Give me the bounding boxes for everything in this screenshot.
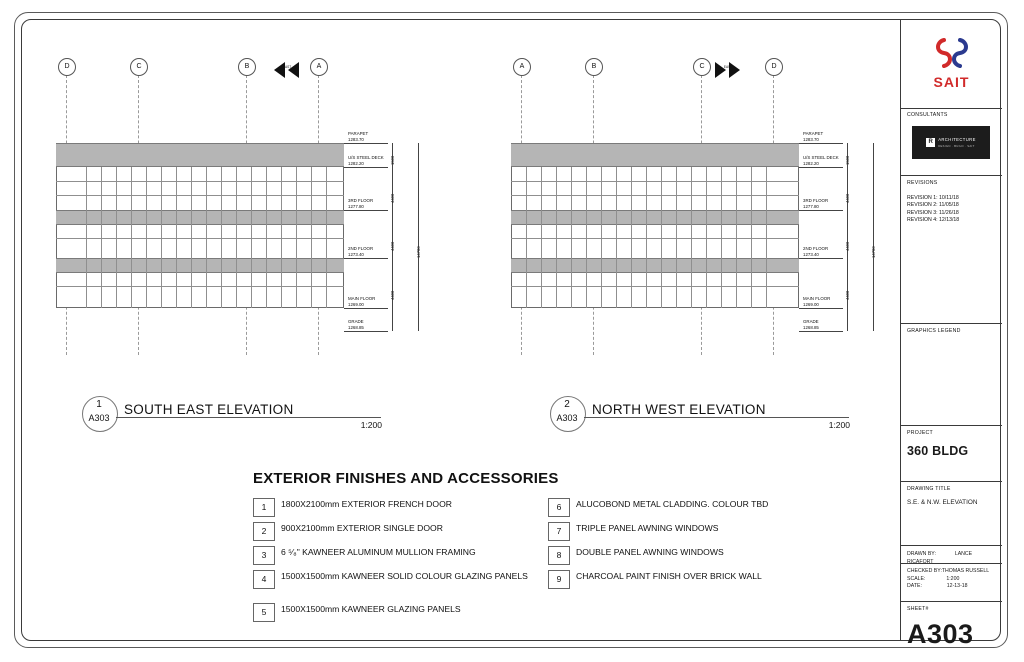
level-name: MAIN FLOOR: [803, 296, 831, 301]
title-rule: [584, 417, 849, 418]
sait-logo-text: SAIT: [933, 73, 970, 90]
legend-number: 4: [253, 570, 275, 589]
second-floor-band: [511, 258, 799, 273]
level-name: 2ND FLOOR: [803, 246, 829, 251]
parapet-band: [511, 143, 799, 167]
legend-number: 2: [253, 522, 275, 541]
consultants-label: CONSULTANTS: [907, 112, 948, 118]
facade-mullion: [251, 167, 252, 308]
drawn-by-cell: [901, 546, 1002, 564]
level-line-2nd-floor: [344, 258, 388, 259]
facade-horizontal-line: [511, 195, 799, 196]
revision-entry: REVISION 3: 11/26/18: [907, 209, 959, 216]
facade-horizontal-line: [56, 286, 344, 287]
grid-bubble-c: C: [130, 58, 148, 76]
drawing-title-text: S.E. & N.W. ELEVATION: [907, 498, 978, 506]
level-elevation: 1268.85: [803, 324, 819, 330]
revisions-label: REVISIONS: [907, 180, 938, 186]
scale-value: 1:200: [946, 575, 960, 582]
level-line-2nd-floor: [799, 258, 843, 259]
legend-item: [548, 498, 828, 522]
level-elevation: 1283.70: [348, 136, 364, 142]
facade-mullion: [691, 167, 692, 308]
grid-bubble-d: D: [765, 58, 783, 76]
facade-mullion: [586, 167, 587, 308]
facade-mullion: [526, 167, 527, 308]
facade-mullion: [571, 167, 572, 308]
revision-entry: REVISION 1: 10/11/18: [907, 194, 959, 201]
drawing-title-north-west: [550, 396, 850, 436]
level-elevation: 1277.80: [803, 203, 819, 209]
drawn-by-label: DRAWN BY:: [907, 551, 936, 557]
facade-mullion: [676, 167, 677, 308]
dimension-4400-b: 4400: [390, 241, 395, 251]
dimension-chain-line: [847, 143, 848, 331]
level-line-main-floor: [344, 308, 388, 309]
legend-description: CHARCOAL PAINT FINISH OVER BRICK WALL: [576, 571, 762, 581]
level-name: MAIN FLOOR: [348, 296, 376, 301]
scale-row: [907, 576, 996, 584]
facade-mullion: [766, 167, 767, 308]
date-row: [907, 583, 996, 591]
level-label-grade: [803, 319, 819, 330]
dimension-overall: 14700: [416, 246, 421, 258]
level-line-parapet: [344, 143, 388, 144]
facade-horizontal-line: [511, 238, 799, 239]
legend-item: [253, 570, 533, 594]
level-elevation: 1282.20: [348, 160, 364, 166]
svg-text:EAST: EAST: [723, 65, 733, 69]
facade-mullion: [266, 167, 267, 308]
graphics-legend-cell: [901, 324, 1002, 426]
level-name: PARAPET: [348, 131, 369, 136]
dimension-4400-a: 4400: [390, 193, 395, 203]
legend-description: 1800X2100mm EXTERIOR FRENCH DOOR: [281, 499, 452, 509]
building-envelope: [56, 143, 344, 308]
level-elevation: 1273.40: [803, 251, 819, 257]
legend-item: [253, 522, 533, 546]
legend-number: 3: [253, 546, 275, 565]
facade-mullion: [706, 167, 707, 308]
facade-horizontal-line: [511, 181, 799, 182]
checked-by-row: CHECKED BY:THOMAS RUSSELL: [907, 568, 990, 574]
dimension-4400-a: 4400: [845, 193, 850, 203]
project-name: 360 BLDG: [907, 443, 969, 458]
title-rule: [116, 417, 381, 418]
level-line-3rd-floor: [799, 210, 843, 211]
facade-mullion: [311, 167, 312, 308]
facade-mullion: [206, 167, 207, 308]
sheet-number: A303: [907, 618, 974, 649]
sheet-number-cell: [901, 602, 1002, 660]
facade-mullion: [601, 167, 602, 308]
consultants-cell: [901, 108, 1002, 176]
level-name: 3RD FLOOR: [348, 198, 374, 203]
level-elevation: 1283.70: [803, 136, 819, 142]
revision-entry: REVISION 4: 12/13/18: [907, 217, 960, 224]
level-label-main-floor: [803, 296, 830, 307]
dimension-4400-c: 4400: [845, 290, 850, 300]
building-envelope: [511, 143, 799, 308]
level-label-steel-deck: [348, 155, 384, 166]
level-line-grade: [344, 331, 388, 332]
drawing-title-south-east: [82, 396, 382, 436]
detail-number: 1: [96, 399, 102, 410]
legend-number: 8: [548, 546, 570, 565]
dimension-1500: 1500: [390, 155, 395, 165]
facade-mullion: [236, 167, 237, 308]
legend-item: [548, 546, 828, 570]
legend-title: EXTERIOR FINISHES AND ACCESSORIES: [253, 470, 559, 487]
facade-horizontal-line: [56, 181, 344, 182]
legend-item: [548, 522, 828, 546]
legend-column-right: [548, 498, 828, 594]
facade-mullion: [736, 167, 737, 308]
facade-mullion: [116, 167, 117, 308]
grid-bubble-a: A: [310, 58, 328, 76]
drawing-name: NORTH WEST ELEVATION: [592, 402, 766, 417]
facade-mullion: [86, 167, 87, 308]
legend-description: DOUBLE PANEL AWNING WINDOWS: [576, 547, 724, 557]
facade-mullion: [161, 167, 162, 308]
legend-item: [548, 570, 828, 594]
consultant-name: ARCHITECTURE: [938, 137, 976, 143]
facade-horizontal-line: [511, 286, 799, 287]
legend-description: TRIPLE PANEL AWNING WINDOWS: [576, 523, 719, 533]
grid-bubble-b: B: [238, 58, 256, 76]
facade-mullion: [661, 167, 662, 308]
level-name: GRADE: [348, 319, 364, 324]
dimension-4400-b: 4400: [845, 241, 850, 251]
third-floor-band: [511, 210, 799, 225]
facade-mullion: [556, 167, 557, 308]
level-elevation: 1268.85: [348, 324, 364, 330]
facade-mullion: [296, 167, 297, 308]
drawn-by-value: LANCE RICAFORT: [907, 551, 973, 565]
level-label-grade: [348, 319, 364, 330]
checked-scale-date-cell: [901, 564, 1002, 602]
facade-mullion: [646, 167, 647, 308]
facade-mullion: [191, 167, 192, 308]
dimension-1500: 1500: [845, 155, 850, 165]
facade-mullion: [751, 167, 752, 308]
legend-number: 9: [548, 570, 570, 589]
level-line-grade: [799, 331, 843, 332]
dimension-overall: 14700: [871, 246, 876, 258]
sheet-number-label: SHEET#: [907, 606, 929, 612]
third-floor-band: [56, 210, 344, 225]
level-name: GRADE: [803, 319, 819, 324]
drawing-title-label: DRAWING TITLE: [907, 486, 951, 492]
parapet-band: [56, 143, 344, 167]
consultant-logo: [912, 126, 990, 159]
level-label-main-floor: [348, 296, 375, 307]
facade-mullion: [221, 167, 222, 308]
legend-item: [253, 603, 533, 627]
level-line-steel-deck: [344, 167, 388, 168]
legend-number: 5: [253, 603, 275, 622]
north-west-elevation-drawing: [495, 55, 915, 355]
level-elevation: 1277.80: [348, 203, 364, 209]
level-line-3rd-floor: [344, 210, 388, 211]
legend-number: 6: [548, 498, 570, 517]
graphics-legend-label: GRAPHICS LEGEND: [907, 328, 961, 334]
south-east-elevation-drawing: [40, 55, 460, 355]
legend-number: 1: [253, 498, 275, 517]
legend-column-left: [253, 498, 533, 627]
level-elevation: 1269.00: [803, 301, 819, 307]
grid-bubble-b: B: [585, 58, 603, 76]
legend-description: 6 ⁵⁄₈" KAWNEER ALUMINUM MULLION FRAMING: [281, 547, 476, 557]
facade-mullion: [146, 167, 147, 308]
grid-bubble-d: D: [58, 58, 76, 76]
dimension-overall-line: [418, 143, 419, 331]
facade-mullion: [721, 167, 722, 308]
level-label-parapet: [348, 131, 368, 142]
revisions-cell: [901, 176, 1002, 324]
detail-sheet-ref: A303: [556, 413, 578, 423]
consultant-subtitle: DESIGN · BUILD · SAIT: [938, 143, 975, 148]
date-label: DATE:: [907, 583, 922, 590]
legend-description: 1500X1500mm KAWNEER GLAZING PANELS: [281, 604, 461, 614]
level-name: 2ND FLOOR: [348, 246, 374, 251]
legend-item: [253, 546, 533, 570]
facade-mullion: [101, 167, 102, 308]
level-line-steel-deck: [799, 167, 843, 168]
sait-logo-icon: [932, 36, 972, 70]
level-label-2nd-floor: [803, 246, 828, 257]
level-label-steel-deck: [803, 155, 839, 166]
facade-mullion: [131, 167, 132, 308]
level-label-parapet: [803, 131, 823, 142]
scale-label: SCALE:: [907, 575, 926, 582]
detail-number: 2: [564, 399, 570, 410]
project-cell: [901, 426, 1002, 482]
level-elevation: 1273.40: [348, 251, 364, 257]
dimension-4400-c: 4400: [390, 290, 395, 300]
level-line-parapet: [799, 143, 843, 144]
level-name: PARAPET: [803, 131, 824, 136]
level-name: 3RD FLOOR: [803, 198, 829, 203]
north-arrow-icon: [272, 59, 302, 81]
level-label-3rd-floor: [803, 198, 828, 209]
grid-bubble-a: A: [513, 58, 531, 76]
dimension-chain-line: [392, 143, 393, 331]
legend-description: 1500X1500mm KAWNEER SOLID COLOUR GLAZING PANELS: [281, 571, 528, 581]
facade-mullion: [176, 167, 177, 308]
drawing-scale: 1:200: [360, 420, 382, 430]
facade-horizontal-line: [56, 238, 344, 239]
dimension-overall-line: [873, 143, 874, 331]
level-elevation: 1269.00: [348, 301, 364, 307]
north-arrow-icon: [713, 59, 743, 81]
facade-mullion: [281, 167, 282, 308]
legend-number: 7: [548, 522, 570, 541]
title-block: [900, 20, 1001, 649]
facade-mullion: [631, 167, 632, 308]
facade-mullion: [616, 167, 617, 308]
level-name: U/S STEEL DECK: [803, 155, 839, 160]
consultant-mark: R: [926, 138, 935, 147]
facade-horizontal-line: [56, 195, 344, 196]
level-label-3rd-floor: [348, 198, 373, 209]
svg-text:EAST: EAST: [282, 65, 292, 69]
project-label: PROJECT: [907, 430, 933, 436]
level-label-2nd-floor: [348, 246, 373, 257]
facade-mullion: [541, 167, 542, 308]
level-name: U/S STEEL DECK: [348, 155, 384, 160]
drawing-scale: 1:200: [828, 420, 850, 430]
legend-description: 900X2100mm EXTERIOR SINGLE DOOR: [281, 523, 443, 533]
legend-description: ALUCOBOND METAL CLADDING. COLOUR TBD: [576, 499, 769, 509]
level-line-main-floor: [799, 308, 843, 309]
detail-sheet-ref: A303: [88, 413, 110, 423]
facade-mullion: [326, 167, 327, 308]
drawing-name: SOUTH EAST ELEVATION: [124, 402, 294, 417]
revision-entry: REVISION 2: 11/05/18: [907, 202, 959, 209]
date-value: 12-13-18: [946, 583, 968, 590]
level-elevation: 1282.20: [803, 160, 819, 166]
drawing-title-cell: [901, 482, 1002, 546]
second-floor-band: [56, 258, 344, 273]
grid-bubble-c: C: [693, 58, 711, 76]
sait-logo: [901, 20, 1002, 109]
legend-item: [253, 498, 533, 522]
